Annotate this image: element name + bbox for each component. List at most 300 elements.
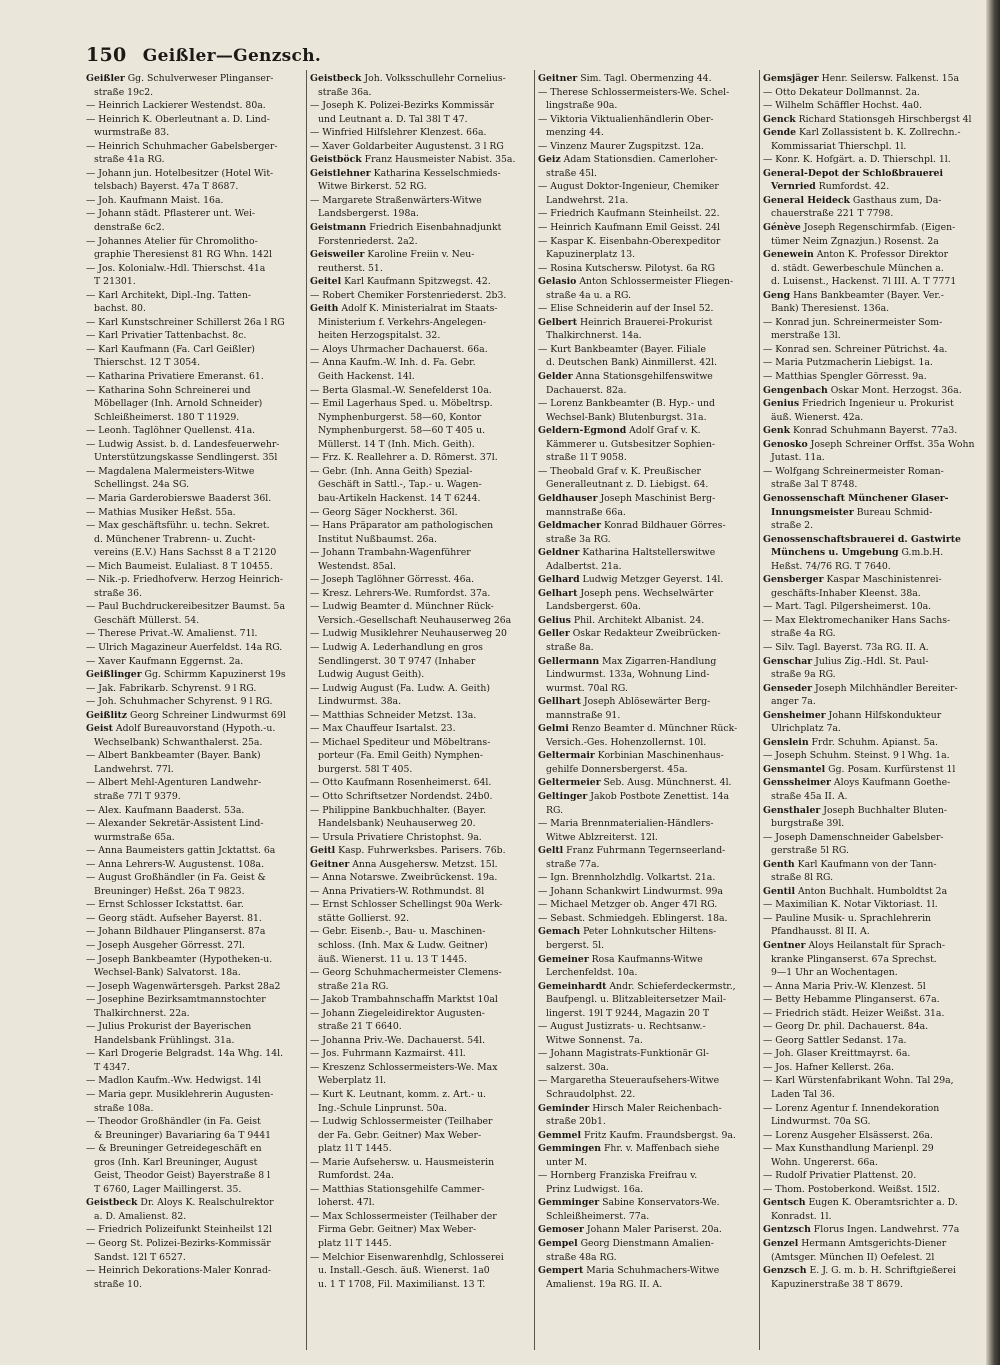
directory-entry-line xyxy=(763,1074,985,1088)
directory-entry-line xyxy=(86,587,304,601)
directory-entry-line xyxy=(763,641,985,655)
entry-text: T 21301. xyxy=(94,276,136,288)
entry-text: Handelsbank) Neuhauserweg 20. xyxy=(318,818,476,830)
directory-entry-line xyxy=(86,506,304,520)
entry-surname: Geistmann xyxy=(310,222,367,234)
entry-text: — Ludwig Beamter d. Münchner Rück- xyxy=(310,601,494,613)
directory-entry-line xyxy=(86,804,304,818)
entry-surname: Geißler xyxy=(86,73,125,84)
directory-entry-line xyxy=(538,804,760,818)
directory-entry-line xyxy=(538,993,760,1007)
entry-surname: Gensberger xyxy=(763,574,824,586)
directory-entry-line xyxy=(310,194,532,208)
entry-surname: Gelhart xyxy=(538,587,578,599)
entry-text: — Theodor Großhändler (in Fa. Geist xyxy=(86,1116,261,1128)
directory-entry-line xyxy=(310,966,532,980)
entry-text: — Kaspar K. Eisenbahn-Oberexpeditor xyxy=(538,235,721,247)
entry-text: — Margarete Straßenwärters-Witwe xyxy=(310,194,482,206)
directory-entry-line xyxy=(86,153,304,167)
entry-text: — Philippine Bankbuchhalter. (Bayer. xyxy=(310,804,487,816)
directory-entry-line xyxy=(538,953,760,967)
entry-text: — Joseph Taglöhner Görresst. 46a. xyxy=(310,574,475,586)
entry-text: straße 36. xyxy=(94,587,142,599)
entry-text: Kaspar Maschinistenrei- xyxy=(823,574,942,586)
directory-entry-line xyxy=(763,194,985,208)
entry-surname: Geist xyxy=(86,723,113,735)
entry-text: — Lorenz Bankbeamter (B. Hyp.- und xyxy=(538,398,715,410)
entry-surname: Gemoser xyxy=(538,1224,584,1236)
entry-text: — Robert Chemiker Forstenriederst. 2b3. xyxy=(310,289,507,301)
entry-text: — Betty Hebamme Plinganserst. 67a. xyxy=(763,994,940,1006)
entry-text: — Max Chauffeur Isartalst. 23. xyxy=(310,723,456,735)
entry-surname: Genzsch xyxy=(763,1265,807,1277)
directory-entry-line xyxy=(538,1142,760,1156)
entry-text: — Jakob Trambahnschaffn Marktst 10al xyxy=(310,994,498,1006)
directory-entry-line xyxy=(310,614,532,628)
directory-entry-line xyxy=(310,546,532,560)
entry-text: — Marie Aufsehersw. u. Hausmeisterin xyxy=(310,1156,495,1168)
entry-surname: Geminder xyxy=(538,1102,590,1114)
entry-text: Friedrich Ingenieur u. Prokurist xyxy=(799,398,954,410)
entry-text: — Ign. Brennholzhdlg. Volkartst. 21a. xyxy=(538,872,716,884)
entry-text: Anton K. Professor Direktor xyxy=(813,249,949,261)
directory-entry-line xyxy=(86,329,304,343)
directory-entry-line xyxy=(310,1020,532,1034)
entry-text: Wechselbank) Schwanthalerst. 25a. xyxy=(94,736,263,748)
directory-entry-line xyxy=(310,451,532,465)
directory-entry-line xyxy=(763,533,985,547)
entry-text: Firma Gebr. Geitner) Max Weber- xyxy=(318,1224,477,1236)
directory-entry-line xyxy=(538,478,760,492)
entry-text: — Alex. Kaufmann Baaderst. 53a. xyxy=(86,804,245,816)
directory-entry-line xyxy=(538,167,760,181)
directory-entry-line xyxy=(310,478,532,492)
entry-text: Handelsbank Frühlingst. 31a. xyxy=(94,1034,235,1046)
entry-text: Andr. Schieferdeckermstr., xyxy=(606,980,736,992)
directory-entry-line xyxy=(310,722,532,736)
entry-text: — Joseph Wagenwärtersgeh. Parkst 28a2 xyxy=(86,980,281,992)
entry-surname: Gensheimer xyxy=(763,709,826,721)
directory-entry-line xyxy=(538,99,760,113)
entry-text: — Elise Schneiderin auf der Insel 52. xyxy=(538,303,714,315)
entry-text: — Kurt K. Leutnant, komm. z. Art.- u. xyxy=(310,1089,487,1101)
directory-entry-line xyxy=(86,641,304,655)
entry-text: mannstraße 66a. xyxy=(546,506,626,518)
directory-entry-line xyxy=(310,668,532,682)
directory-entry-line xyxy=(538,736,760,750)
entry-text: Heßst. 74/76 RG. T 7640. xyxy=(771,560,891,572)
entry-text: Prinz Ludwigst. 16a. xyxy=(546,1183,644,1195)
entry-text: — Ludwig Schlossermeister (Teilhaber xyxy=(310,1116,493,1128)
entry-text: Nymphenburgerst. 58—60 T 405 u. xyxy=(318,425,486,437)
entry-text: Gasthaus zum, Da- xyxy=(849,194,942,206)
directory-entry-line xyxy=(310,1034,532,1048)
directory-entry-line xyxy=(86,776,304,790)
entry-text: Joseph Buchhalter Bluten- xyxy=(820,804,948,816)
entry-text: — Silv. Tagl. Bayerst. 73a RG. II. A. xyxy=(763,641,929,653)
directory-entry-line xyxy=(538,1196,760,1210)
directory-entry-line xyxy=(763,668,985,682)
directory-entry-line xyxy=(310,573,532,587)
entry-text: — Karl Kunstschreiner Schillerst 26a l RG xyxy=(86,316,285,328)
entry-text: — Joh. Kaufmann Maist. 16a. xyxy=(86,194,224,206)
directory-entry-line xyxy=(86,1129,304,1143)
directory-entry-line xyxy=(86,614,304,628)
directory-entry-line xyxy=(310,86,532,100)
directory-entry-line xyxy=(538,1061,760,1075)
directory-entry-line xyxy=(763,1210,985,1224)
entry-text: Hirsch Maler Reichenbach- xyxy=(589,1102,722,1114)
directory-entry-line xyxy=(86,655,304,669)
entry-text: — Michael Metzger ob. Anger 47l RG. xyxy=(538,899,718,911)
entry-text: — & Breuninger Getreidegeschäft en xyxy=(86,1143,262,1155)
entry-text: — Vinzenz Maurer Zugspitzst. 12a. xyxy=(538,140,704,152)
directory-entry-line xyxy=(538,627,760,641)
directory-entry-line xyxy=(310,641,532,655)
directory-entry-line xyxy=(86,1020,304,1034)
directory-entry-line xyxy=(763,1183,985,1197)
directory-entry-line xyxy=(310,235,532,249)
directory-entry-line xyxy=(538,844,760,858)
entry-surname: Genck xyxy=(763,113,796,125)
entry-text: — Georg Dr. phil. Dachauerst. 84a. xyxy=(763,1021,929,1033)
entry-text: — Leonh. Taglöhner Quellenst. 41a. xyxy=(86,425,256,437)
directory-entry-line xyxy=(763,790,985,804)
entry-text: — Margaretha Steueraufsehers-Witwe xyxy=(538,1075,720,1087)
entry-text: — Matthias Stationsgehilfe Cammer- xyxy=(310,1183,485,1195)
entry-text: — Maria Garderobierswe Baaderst 36l. xyxy=(86,492,272,504)
entry-text: Kasp. Fuhrwerksbes. Parisers. 76b. xyxy=(335,845,506,857)
entry-text: Korbinian Maschinenhaus- xyxy=(594,750,724,762)
entry-text: — Joseph K. Polizei-Bezirks Kommissär xyxy=(310,100,494,112)
directory-entry-line xyxy=(86,207,304,221)
directory-entry-line xyxy=(310,1278,532,1292)
entry-surname: Gende xyxy=(763,127,797,139)
directory-entry-line xyxy=(538,655,760,669)
entry-text: platz 1l T 1445. xyxy=(318,1143,392,1155)
directory-entry-line xyxy=(538,275,760,289)
directory-entry-line xyxy=(538,194,760,208)
entry-text: platz 1l T 1445. xyxy=(318,1238,392,1250)
entry-text: — Thom. Postoberkond. Weißst. 15l2. xyxy=(763,1183,940,1195)
entry-text: Bureau Schmid- xyxy=(853,506,933,518)
directory-entry-line xyxy=(86,560,304,574)
entry-text: — Ludwig A. Lederhandlung en gros xyxy=(310,641,483,653)
entry-surname: Gemmel xyxy=(538,1129,581,1141)
directory-entry-line xyxy=(538,302,760,316)
directory-entry-line xyxy=(86,1169,304,1183)
directory-entry-line xyxy=(763,722,985,736)
entry-surname: Genewein xyxy=(763,249,814,261)
directory-entry-line xyxy=(538,1183,760,1197)
directory-entry-line xyxy=(86,289,304,303)
entry-surname: Geitner xyxy=(310,858,350,870)
entry-text: — Jak. Fabrikarb. Schyrenst. 9 l RG. xyxy=(86,682,257,694)
directory-entry-line xyxy=(538,573,760,587)
entry-text: Kapuzinerstraße 38 T 8679. xyxy=(771,1278,903,1290)
directory-entry-line xyxy=(86,343,304,357)
directory-entry-line xyxy=(538,1102,760,1116)
directory-entry-line xyxy=(86,953,304,967)
entry-surname: Geldmacher xyxy=(538,520,601,532)
entry-text: — Albert Bankbeamter (Bayer. Bank) xyxy=(86,750,261,762)
directory-entry-line xyxy=(538,1034,760,1048)
directory-entry-line xyxy=(86,600,304,614)
entry-text: — Rosina Kutschersw. Pilotyst. 6a RG xyxy=(538,262,716,274)
entry-surname: General Heideck xyxy=(763,194,850,206)
directory-entry-line xyxy=(86,194,304,208)
directory-entry-line xyxy=(86,1237,304,1251)
entry-text: Institut Nußbaumst. 26a. xyxy=(318,533,437,545)
entry-text: Sabine Konservators-We. xyxy=(599,1197,720,1209)
entry-surname: Genth xyxy=(763,858,795,870)
directory-entry-line xyxy=(763,356,985,370)
directory-entry-line xyxy=(86,885,304,899)
entry-text: Westendst. 85al. xyxy=(318,560,396,572)
directory-entry-line xyxy=(86,709,304,723)
entry-text: Versich.-Ges. Hohenzollernst. 10l. xyxy=(546,736,707,748)
directory-entry-line xyxy=(310,600,532,614)
directory-entry-line xyxy=(763,1102,985,1116)
directory-entry-line xyxy=(86,1088,304,1102)
directory-entry-line xyxy=(763,424,985,438)
entry-text: bachst. 80. xyxy=(94,303,146,315)
directory-entry-line xyxy=(538,356,760,370)
directory-entry-line xyxy=(538,682,760,696)
directory-entry-line xyxy=(310,140,532,154)
entry-surname: Gemeinhardt xyxy=(538,980,607,992)
entry-text: — Nik.-p. Friedhofverw. Herzog Heinrich- xyxy=(86,574,284,586)
entry-text: Joseph Schreiner Orffst. 35a Wohn xyxy=(807,438,975,450)
directory-entry-line xyxy=(763,993,985,1007)
directory-entry-line xyxy=(763,1237,985,1251)
directory-entry-line xyxy=(763,817,985,831)
directory-entry-line xyxy=(763,1129,985,1143)
entry-text: — Jos. Fuhrmann Kazmairst. 41l. xyxy=(310,1048,466,1060)
entry-surname: Geißlitz xyxy=(86,709,128,721)
directory-entry-line xyxy=(86,384,304,398)
directory-entry-line xyxy=(538,1169,760,1183)
entry-surname: Geltermeier xyxy=(538,777,601,789)
directory-entry-line xyxy=(763,207,985,221)
directory-entry-line xyxy=(763,885,985,899)
entry-text: — Georg Sattler Sedanst. 17a. xyxy=(763,1034,907,1046)
directory-entry-line xyxy=(763,695,985,709)
entry-text: — Anna Kaufm.-W. Inh. d. Fa. Gebr. xyxy=(310,357,476,369)
entry-text: T 4347. xyxy=(94,1061,130,1073)
entry-text: — Max Elektromechaniker Hans Sachs- xyxy=(763,614,951,626)
entry-text: Adolf Bureauvorstand (Hypoth.-u. xyxy=(112,723,276,735)
entry-text: RG. xyxy=(546,804,564,816)
directory-entry-line xyxy=(538,898,760,912)
directory-entry-line xyxy=(310,695,532,709)
directory-entry-line xyxy=(763,465,985,479)
directory-entry-line xyxy=(538,776,760,790)
entry-text: Landwehrst. 21a. xyxy=(546,194,629,206)
directory-entry-line xyxy=(86,113,304,127)
entry-text: Thalkirchnerst. 14a. xyxy=(546,330,642,342)
directory-entry-line xyxy=(538,749,760,763)
directory-entry-line xyxy=(538,207,760,221)
directory-entry-line xyxy=(763,275,985,289)
directory-entry-line xyxy=(310,533,532,547)
directory-entry-line xyxy=(538,438,760,452)
entry-text: d. Münchener Trabrenn- u. Zucht- xyxy=(94,533,256,545)
directory-entry-line xyxy=(538,641,760,655)
directory-entry-line xyxy=(538,519,760,533)
entry-surname: Gemmingen xyxy=(538,1143,601,1155)
directory-entry-line xyxy=(310,1074,532,1088)
directory-entry-line xyxy=(538,221,760,235)
entry-text: straße 21 T 6640. xyxy=(318,1021,402,1033)
entry-text: straße 9a RG. xyxy=(771,669,836,681)
entry-text: — Johanna Priv.-We. Dachauerst. 54l. xyxy=(310,1034,486,1046)
entry-text: — Ulrich Magazineur Auerfeldst. 14a RG. xyxy=(86,641,283,653)
directory-entry-line xyxy=(310,262,532,276)
entry-text: — Johann Bildhauer Plinganserst. 87a xyxy=(86,926,266,938)
entry-text: straße 19c2. xyxy=(94,86,154,98)
entry-text: denstraße 6c2. xyxy=(94,222,165,234)
directory-entry-line xyxy=(538,153,760,167)
directory-entry-line xyxy=(538,492,760,506)
entry-text: straße 8l RG. xyxy=(771,872,834,884)
directory-entry-line xyxy=(310,980,532,994)
directory-entry-line xyxy=(310,167,532,181)
directory-entry-line xyxy=(86,695,304,709)
entry-text: Lindwurmst. 38a. xyxy=(318,696,402,708)
entry-surname: Gelius xyxy=(538,614,571,626)
entry-text: d. Luisenst., Hackenst. 7l III. A. T 7771 xyxy=(771,276,957,288)
directory-entry-line xyxy=(86,316,304,330)
entry-text: — August Doktor-Ingenieur, Chemiker xyxy=(538,181,719,193)
directory-entry-line xyxy=(538,980,760,994)
entry-text: Witwe Birkerst. 52 RG. xyxy=(318,181,427,193)
entry-surname: Geitl xyxy=(310,845,336,857)
entry-text: äuß. Wienerst. 42a. xyxy=(771,411,864,423)
directory-entry-line xyxy=(310,1183,532,1197)
directory-entry-line xyxy=(86,749,304,763)
entry-text: — Heinrich Lackierer Westendst. 80a. xyxy=(86,100,266,112)
entry-text: straße 1l T 9058. xyxy=(546,452,627,464)
entry-text: — Joseph Bankbeamter (Hypotheken-u. xyxy=(86,953,273,965)
directory-entry-line xyxy=(86,898,304,912)
directory-entry-line xyxy=(310,1061,532,1075)
directory-entry-line xyxy=(86,248,304,262)
directory-entry-line xyxy=(86,858,304,872)
entry-surname: Geistbeck xyxy=(310,73,362,84)
entry-text: — Friedrich Kaufmann Steinheilst. 22. xyxy=(538,208,720,220)
directory-entry-line xyxy=(538,1088,760,1102)
entry-surname: Gentner xyxy=(763,940,806,951)
directory-entry-line xyxy=(763,980,985,994)
entry-text: Georg Dienstmann Amalien- xyxy=(577,1238,714,1250)
entry-text: — Anna Lehrers-W. Augustenst. 108a. xyxy=(86,858,265,870)
entry-text: Aloys Heilanstalt für Sprach- xyxy=(805,940,945,951)
directory-entry-line xyxy=(763,871,985,885)
directory-entry-line xyxy=(763,844,985,858)
directory-entry-line xyxy=(86,1278,304,1292)
directory-entry-line xyxy=(763,627,985,641)
entry-text: Kapuzinerplatz 13. xyxy=(546,249,636,261)
directory-entry-line xyxy=(763,858,985,872)
entry-text: — Mathias Musiker Heßst. 55a. xyxy=(86,506,236,518)
entry-text: Oskar Redakteur Zweibrücken- xyxy=(569,628,721,640)
entry-text: Schleißheimerst. 77a. xyxy=(546,1210,650,1222)
entry-text: E. J. G. m. b. H. Schriftgießerei xyxy=(806,1265,956,1277)
entry-text: (Amtsger. München II) Oefelest. 2l xyxy=(771,1251,935,1263)
directory-entry-line xyxy=(86,1142,304,1156)
entry-text: straße 45l. xyxy=(546,167,597,179)
directory-entry-line xyxy=(310,939,532,953)
entry-text: — Karl Würstenfabrikant Wohn. Tal 29a, xyxy=(763,1075,954,1087)
directory-entry-line xyxy=(86,1210,304,1224)
directory-entry-line xyxy=(538,560,760,574)
directory-entry-line xyxy=(763,343,985,357)
entry-text: straße 8a. xyxy=(546,641,594,653)
directory-entry-line xyxy=(86,356,304,370)
directory-entry-line xyxy=(86,86,304,100)
entry-surname: Münchens u. Umgebung xyxy=(771,547,899,559)
entry-surname: Innungsmeister xyxy=(771,506,854,518)
entry-text: Pfandhausst. 8l II. A. xyxy=(771,926,870,938)
entry-text: — August Justizrats- u. Rechtsanw.- xyxy=(538,1021,706,1033)
directory-entry-line xyxy=(310,993,532,1007)
entry-text: straße 20b1. xyxy=(546,1116,606,1128)
entry-text: — Joseph Schuhm. Steinst. 9 l Whg. 1a. xyxy=(763,750,950,762)
directory-entry-line xyxy=(86,302,304,316)
entry-surname: Gelmi xyxy=(538,723,569,735)
running-title: Geißler—Genzsch. xyxy=(142,46,322,66)
entry-text: Katharina Haltstellerswitwe xyxy=(579,547,716,559)
entry-text: — Joh. Glaser Kreittmayrst. 6a. xyxy=(763,1048,911,1060)
directory-entry-line xyxy=(763,1278,985,1292)
directory-entry-line xyxy=(538,831,760,845)
directory-entry-line xyxy=(310,397,532,411)
page-number: 150 xyxy=(86,44,127,66)
entry-text: Aloys Kaufmann Goethe- xyxy=(830,777,951,789)
entry-text: tümer Neim Zgnazjun.) Rosenst. 2a xyxy=(771,235,939,247)
directory-entry-line xyxy=(86,573,304,587)
entry-text: — Lorenz Ausgeher Elsässerst. 26a. xyxy=(763,1129,933,1141)
entry-text: lingstraße 90a. xyxy=(546,100,618,112)
entry-text: — Kresz. Lehrers-We. Rumfordst. 37a. xyxy=(310,587,491,599)
entry-surname: Gellhart xyxy=(538,696,581,708)
entry-text: — Albert Mehl-Agenturen Landwehr- xyxy=(86,777,262,789)
entry-text: Joseph Ablösewärter Berg- xyxy=(580,696,711,708)
entry-surname: Geistböck xyxy=(310,154,362,166)
directory-entry-line xyxy=(310,113,532,127)
directory-entry-line xyxy=(310,912,532,926)
entry-text: — Anna Maria Priv.-W. Klenzest. 5l xyxy=(763,980,926,992)
entry-text: — Xaver Kaufmann Eggernst. 2a. xyxy=(86,655,244,667)
directory-entry-line xyxy=(538,1251,760,1265)
entry-text: — Melchior Eisenwarenhdlg, Schlosserei xyxy=(310,1251,504,1263)
directory-entry-line xyxy=(538,600,760,614)
entry-text: — Heinrich Dekorations-Maler Konrad- xyxy=(86,1265,272,1277)
entry-surname: Geltinger xyxy=(538,790,588,802)
entry-text: burgstraße 39l. xyxy=(771,818,845,830)
directory-entry-line xyxy=(310,844,532,858)
entry-surname: Gentzsch xyxy=(763,1224,811,1236)
entry-text: — Hans Präparator am pathologischen xyxy=(310,520,494,532)
directory-entry-line xyxy=(763,384,985,398)
entry-text: — Wilhelm Schäffler Hochst. 4a0. xyxy=(763,100,923,112)
entry-text: graphie Theresienst 81 RG Whn. 142l xyxy=(94,249,272,261)
directory-entry-line xyxy=(763,1061,985,1075)
directory-entry-line xyxy=(538,72,760,86)
entry-surname: Geißlinger xyxy=(86,669,142,681)
directory-entry-line xyxy=(538,86,760,100)
